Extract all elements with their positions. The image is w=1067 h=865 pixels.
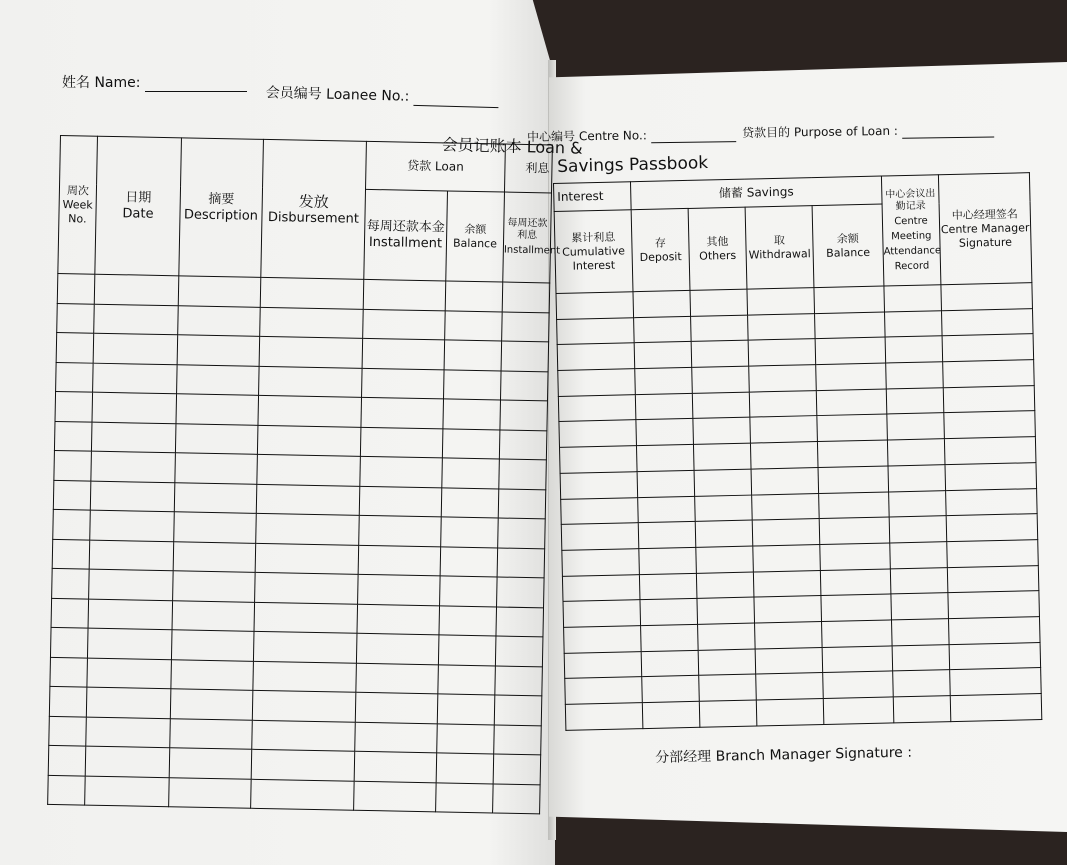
ledger-cell[interactable] bbox=[440, 576, 498, 607]
ledger-cell[interactable] bbox=[91, 451, 176, 482]
ledger-cell[interactable] bbox=[360, 427, 443, 458]
ledger-cell[interactable] bbox=[354, 781, 437, 812]
ledger-cell[interactable] bbox=[54, 421, 92, 451]
col-disbursement: 发放 Disbursement bbox=[261, 139, 367, 279]
ledger-cell[interactable] bbox=[639, 547, 697, 574]
ledger-cell[interactable] bbox=[816, 389, 887, 416]
name-field[interactable] bbox=[62, 72, 247, 92]
loanee-line[interactable] bbox=[414, 91, 499, 108]
ledger-cell[interactable] bbox=[890, 542, 948, 569]
ledger-cell[interactable] bbox=[437, 723, 495, 754]
ledger-cell[interactable] bbox=[86, 717, 171, 748]
purpose-label: 贷款目的 Purpose of Loan : bbox=[742, 123, 899, 140]
ledger-cell[interactable] bbox=[948, 591, 1040, 619]
ledger-cell[interactable] bbox=[698, 649, 756, 676]
ledger-cell[interactable] bbox=[174, 512, 257, 543]
ledger-cell[interactable] bbox=[442, 458, 500, 489]
ledger-cell[interactable] bbox=[497, 547, 545, 577]
ledger-cell[interactable] bbox=[92, 392, 177, 423]
centre-line[interactable] bbox=[651, 129, 736, 143]
purpose-field[interactable] bbox=[742, 120, 994, 141]
ledger-cell[interactable] bbox=[357, 604, 440, 635]
ledger-cell[interactable] bbox=[633, 290, 691, 317]
ledger-cell[interactable] bbox=[253, 631, 357, 662]
ledger-cell[interactable] bbox=[889, 490, 947, 517]
ledger-cell[interactable] bbox=[885, 336, 943, 363]
col-attendance: 中心会议出勤记录 Centre Meeting Attendance Record bbox=[881, 175, 940, 286]
col-date: 日期 Date bbox=[95, 136, 182, 276]
col-manager-signature: 中心经理签名 Centre Manager Signature bbox=[938, 173, 1031, 285]
ledger-cell[interactable] bbox=[636, 419, 694, 446]
ledger-cell[interactable] bbox=[252, 690, 356, 721]
ledger-cell[interactable] bbox=[360, 456, 443, 487]
ledger-cell[interactable] bbox=[436, 782, 494, 813]
ledger-cell[interactable] bbox=[251, 749, 355, 780]
ledger-cell[interactable] bbox=[502, 282, 550, 312]
ledger-cell[interactable] bbox=[752, 493, 820, 520]
ledger-cell[interactable] bbox=[640, 599, 698, 626]
ledger-cell[interactable] bbox=[756, 699, 824, 726]
ledger-cell[interactable] bbox=[886, 387, 944, 414]
ledger-cell[interactable] bbox=[817, 440, 888, 467]
ledger-cell[interactable] bbox=[884, 285, 942, 312]
ledger-cell[interactable] bbox=[498, 488, 546, 518]
ledger-cell[interactable] bbox=[362, 338, 445, 369]
ledger-cell[interactable] bbox=[90, 481, 175, 512]
ledger-cell[interactable] bbox=[90, 510, 175, 541]
savings-group-header: 储蓄 Savings bbox=[630, 176, 882, 210]
ledger-cell[interactable] bbox=[941, 283, 1033, 311]
loanee-label: 会员编号 Loanee No.: bbox=[265, 84, 410, 105]
col-deposit: 存 Deposit bbox=[631, 208, 690, 291]
ledger-cell[interactable] bbox=[753, 570, 821, 597]
ledger-cell[interactable] bbox=[695, 520, 753, 547]
name-line[interactable] bbox=[145, 77, 247, 92]
ledger-cell[interactable] bbox=[892, 619, 950, 646]
ledger-cell[interactable] bbox=[562, 574, 640, 601]
ledger-cell[interactable] bbox=[171, 630, 254, 661]
ledger-cell[interactable] bbox=[438, 635, 496, 666]
ledger-cell[interactable] bbox=[356, 663, 439, 694]
ledger-cell[interactable] bbox=[495, 665, 543, 695]
ledger-cell[interactable] bbox=[173, 571, 256, 602]
ledger-cell[interactable] bbox=[169, 777, 252, 808]
ledger-cell[interactable] bbox=[754, 596, 822, 623]
ledger-cell[interactable] bbox=[170, 718, 253, 749]
ledger-cell[interactable] bbox=[641, 650, 699, 677]
ledger-cell[interactable] bbox=[355, 692, 438, 723]
ledger-cell[interactable] bbox=[256, 484, 360, 515]
col-description: 摘要 Description bbox=[179, 138, 264, 278]
ledger-cell[interactable] bbox=[175, 423, 258, 454]
ledger-cell[interactable] bbox=[557, 343, 635, 370]
ledger-cell[interactable] bbox=[500, 400, 548, 430]
ledger-cell[interactable] bbox=[634, 316, 692, 343]
ledger-cell[interactable] bbox=[436, 753, 494, 784]
ledger-cell[interactable] bbox=[169, 748, 252, 779]
ledger-cell[interactable] bbox=[891, 593, 949, 620]
ledger-cell[interactable] bbox=[887, 413, 945, 440]
ledger-cell[interactable] bbox=[358, 545, 441, 576]
savings-ledger-table bbox=[553, 172, 1042, 730]
ledger-cell[interactable] bbox=[498, 518, 546, 548]
ledger-cell[interactable] bbox=[696, 546, 754, 573]
ledger-cell[interactable] bbox=[565, 677, 643, 704]
ledger-cell[interactable] bbox=[54, 450, 92, 480]
ledger-cell[interactable] bbox=[89, 540, 174, 571]
ledger-cell[interactable] bbox=[747, 288, 815, 315]
col-week: 周次 Week No. bbox=[58, 136, 98, 275]
ledger-cell[interactable] bbox=[947, 539, 1039, 567]
ledger-cell[interactable] bbox=[441, 487, 499, 518]
ledger-cell[interactable] bbox=[359, 486, 442, 517]
ledger-cell[interactable] bbox=[50, 657, 88, 687]
ledger-cell[interactable] bbox=[560, 471, 638, 498]
ledger-cell[interactable] bbox=[52, 539, 90, 569]
ledger-cell[interactable] bbox=[816, 363, 887, 390]
ledger-cell[interactable] bbox=[752, 519, 820, 546]
ledger-cell[interactable] bbox=[256, 513, 360, 544]
ledger-cell[interactable] bbox=[823, 697, 894, 724]
ledger-cell[interactable] bbox=[439, 605, 497, 636]
ledger-cell[interactable] bbox=[445, 281, 503, 312]
ledger-cell[interactable] bbox=[178, 276, 261, 307]
ledger-cell[interactable] bbox=[495, 636, 543, 666]
interest-header: Interest bbox=[554, 182, 632, 212]
ledger-cell[interactable] bbox=[822, 646, 893, 673]
ledger-cell[interactable] bbox=[749, 365, 817, 392]
ledger-cell[interactable] bbox=[564, 651, 642, 678]
ledger-cell[interactable] bbox=[942, 308, 1034, 336]
ledger-cell[interactable] bbox=[441, 517, 499, 548]
ledger-cell[interactable] bbox=[442, 428, 500, 459]
ledger-cell[interactable] bbox=[691, 340, 749, 367]
ledger-cell[interactable] bbox=[692, 392, 750, 419]
ledger-cell[interactable] bbox=[496, 606, 544, 636]
ledger-cell[interactable] bbox=[698, 623, 756, 650]
ledger-cell[interactable] bbox=[57, 273, 95, 303]
ledger-cell[interactable] bbox=[437, 694, 495, 725]
interest-group-header: 利息 bbox=[504, 144, 552, 193]
ledger-cell[interactable] bbox=[817, 414, 888, 441]
ledger-cell[interactable] bbox=[93, 363, 178, 394]
ledger-cell[interactable] bbox=[944, 437, 1036, 465]
ledger-cell[interactable] bbox=[260, 277, 364, 308]
ledger-cell[interactable] bbox=[641, 624, 699, 651]
ledger-cell[interactable] bbox=[892, 644, 950, 671]
ledger-cell[interactable] bbox=[85, 776, 170, 807]
ledger-cell[interactable] bbox=[690, 289, 748, 316]
ledger-cell[interactable] bbox=[943, 385, 1035, 413]
name-label: 姓名 Name: bbox=[62, 75, 141, 91]
ledger-cell[interactable] bbox=[255, 543, 359, 574]
ledger-cell[interactable] bbox=[693, 443, 751, 470]
ledger-cell[interactable] bbox=[445, 310, 503, 341]
ledger-cell[interactable] bbox=[363, 279, 446, 310]
ledger-cell[interactable] bbox=[750, 416, 818, 443]
ledger-cell[interactable] bbox=[889, 516, 947, 543]
ledger-cell[interactable] bbox=[354, 751, 437, 782]
ledger-cell[interactable] bbox=[820, 569, 891, 596]
ledger-cell[interactable] bbox=[93, 333, 178, 364]
ledger-cell[interactable] bbox=[89, 569, 174, 600]
loan-ledger-table bbox=[47, 135, 561, 814]
ledger-cell[interactable] bbox=[493, 783, 541, 813]
ledger-cell[interactable] bbox=[823, 671, 894, 698]
ledger-cell[interactable] bbox=[755, 647, 823, 674]
ledger-cell[interactable] bbox=[497, 577, 545, 607]
ledger-cell[interactable] bbox=[636, 445, 694, 472]
ledger-cell[interactable] bbox=[253, 661, 357, 692]
col-loan-balance: 余额 Balance bbox=[446, 191, 505, 282]
ledger-cell[interactable] bbox=[56, 362, 94, 392]
ledger-cell[interactable] bbox=[949, 642, 1041, 670]
loan-group-header: 贷款 Loan bbox=[366, 141, 506, 192]
ledger-cell[interactable] bbox=[694, 469, 752, 496]
ledger-cell[interactable] bbox=[564, 626, 642, 653]
col-withdrawal: 取 Withdrawal bbox=[745, 206, 814, 289]
ledger-cell[interactable] bbox=[642, 701, 700, 728]
ledger-cell[interactable] bbox=[51, 598, 89, 628]
ledger-cell[interactable] bbox=[635, 367, 693, 394]
ledger-cell[interactable] bbox=[493, 754, 541, 784]
ledger-cell[interactable] bbox=[944, 411, 1036, 439]
ledger-cell[interactable] bbox=[560, 446, 638, 473]
ledger-cell[interactable] bbox=[634, 342, 692, 369]
ledger-cell[interactable] bbox=[751, 467, 819, 494]
ledger-cell[interactable] bbox=[890, 567, 948, 594]
ledger-cell[interactable] bbox=[556, 292, 634, 319]
ledger-cell[interactable] bbox=[639, 573, 697, 600]
ledger-cell[interactable] bbox=[174, 482, 257, 513]
ledger-cell[interactable] bbox=[887, 439, 945, 466]
ledger-cell[interactable] bbox=[363, 309, 446, 340]
ledger-cell[interactable] bbox=[642, 676, 700, 703]
ledger-cell[interactable] bbox=[819, 517, 890, 544]
ledger-cell[interactable] bbox=[893, 670, 951, 697]
ledger-cell[interactable] bbox=[691, 315, 749, 342]
ledger-cell[interactable] bbox=[52, 568, 90, 598]
ledger-cell[interactable] bbox=[55, 391, 93, 421]
ledger-cell[interactable] bbox=[502, 312, 550, 342]
ledger-cell[interactable] bbox=[438, 664, 496, 695]
ledger-cell[interactable] bbox=[748, 339, 816, 366]
ledger-cell[interactable] bbox=[254, 602, 358, 633]
ledger-cell[interactable] bbox=[562, 549, 640, 576]
ledger-cell[interactable] bbox=[443, 399, 501, 430]
ledger-cell[interactable] bbox=[49, 686, 87, 716]
ledger-cell[interactable] bbox=[178, 305, 261, 336]
ledger-cell[interactable] bbox=[175, 453, 258, 484]
ledger-cell[interactable] bbox=[173, 541, 256, 572]
ledger-cell[interactable] bbox=[822, 620, 893, 647]
ledger-cell[interactable] bbox=[753, 544, 821, 571]
ledger-cell[interactable] bbox=[558, 394, 636, 421]
col-cumulative-interest: 累计利息 Cumulative Interest bbox=[554, 210, 633, 294]
ledger-cell[interactable] bbox=[91, 422, 176, 453]
ledger-cell[interactable] bbox=[942, 334, 1034, 362]
ledger-cell[interactable] bbox=[888, 464, 946, 491]
ledger-cell[interactable] bbox=[444, 369, 502, 400]
ledger-cell[interactable] bbox=[86, 687, 171, 718]
ledger-cell[interactable] bbox=[561, 523, 639, 550]
ledger-cell[interactable] bbox=[259, 366, 363, 397]
branch-signature-label: 分部经理 Branch Manager Signature : bbox=[655, 744, 913, 766]
ledger-cell[interactable] bbox=[356, 633, 439, 664]
col-installment: 每周还款本金 Installment bbox=[364, 189, 448, 281]
ledger-cell[interactable] bbox=[558, 369, 636, 396]
ledger-cell[interactable] bbox=[260, 307, 364, 338]
ledger-cell[interactable] bbox=[755, 621, 823, 648]
ledger-cell[interactable] bbox=[947, 565, 1039, 593]
ledger-cell[interactable] bbox=[57, 303, 95, 333]
passbook-title-right: Savings Passbook bbox=[557, 153, 709, 177]
ledger-cell[interactable] bbox=[638, 522, 696, 549]
col-savings-balance: 余额 Balance bbox=[812, 204, 884, 288]
ledger-cell[interactable] bbox=[87, 628, 172, 659]
ledger-cell[interactable] bbox=[749, 390, 817, 417]
ledger-cell[interactable] bbox=[444, 340, 502, 371]
ledger-cell[interactable] bbox=[355, 722, 438, 753]
ledger-cell[interactable] bbox=[252, 720, 356, 751]
ledger-cell[interactable] bbox=[699, 674, 757, 701]
ledger-cell[interactable] bbox=[48, 745, 86, 775]
ledger-cell[interactable] bbox=[50, 627, 88, 657]
ledger-cell[interactable] bbox=[946, 514, 1038, 542]
ledger-cell[interactable] bbox=[257, 454, 361, 485]
ledger-cell[interactable] bbox=[820, 543, 891, 570]
ledger-cell[interactable] bbox=[56, 332, 94, 362]
ledger-cell[interactable] bbox=[557, 317, 635, 344]
ledger-cell[interactable] bbox=[85, 746, 170, 777]
ledger-cell[interactable] bbox=[886, 362, 944, 389]
ledger-cell[interactable] bbox=[53, 509, 91, 539]
ledger-cell[interactable] bbox=[499, 429, 547, 459]
ledger-cell[interactable] bbox=[177, 364, 260, 395]
centre-label: 中心编号 Centre No.: bbox=[527, 128, 647, 144]
ledger-cell[interactable] bbox=[500, 371, 548, 401]
ledger-cell[interactable] bbox=[94, 304, 179, 335]
ledger-cell[interactable] bbox=[87, 658, 172, 689]
ledger-cell[interactable] bbox=[815, 312, 886, 339]
ledger-cell[interactable] bbox=[561, 497, 639, 524]
ledger-cell[interactable] bbox=[815, 337, 886, 364]
ledger-cell[interactable] bbox=[499, 459, 547, 489]
ledger-cell[interactable] bbox=[756, 673, 824, 700]
ledger-cell[interactable] bbox=[946, 488, 1038, 516]
ledger-cell[interactable] bbox=[748, 313, 816, 340]
ledger-cell[interactable] bbox=[637, 470, 695, 497]
ledger-cell[interactable] bbox=[257, 425, 361, 456]
ledger-cell[interactable] bbox=[563, 600, 641, 627]
ledger-cell[interactable] bbox=[176, 394, 259, 425]
ledger-cell[interactable] bbox=[171, 659, 254, 690]
ledger-cell[interactable] bbox=[501, 341, 549, 371]
ledger-cell[interactable] bbox=[750, 442, 818, 469]
ledger-cell[interactable] bbox=[49, 716, 87, 746]
ledger-cell[interactable] bbox=[259, 336, 363, 367]
ledger-cell[interactable] bbox=[638, 496, 696, 523]
col-others: 其他 Others bbox=[688, 207, 747, 290]
ledger-cell[interactable] bbox=[945, 462, 1037, 490]
ledger-cell[interactable] bbox=[359, 515, 442, 546]
ledger-cell[interactable] bbox=[692, 366, 750, 393]
ledger-cell[interactable] bbox=[258, 395, 362, 426]
ledger-cell[interactable] bbox=[559, 420, 637, 447]
ledger-cell[interactable] bbox=[361, 397, 444, 428]
ledger-cell[interactable] bbox=[943, 360, 1035, 388]
ledger-cell[interactable] bbox=[494, 695, 542, 725]
ledger-cell[interactable] bbox=[251, 779, 355, 810]
ledger-cell[interactable] bbox=[94, 274, 179, 305]
ledger-cell[interactable] bbox=[358, 574, 441, 605]
ledger-cell[interactable] bbox=[494, 724, 542, 754]
ledger-cell[interactable] bbox=[440, 546, 498, 577]
ledger-cell[interactable] bbox=[821, 594, 892, 621]
purpose-line[interactable] bbox=[902, 124, 994, 138]
ledger-cell[interactable] bbox=[948, 617, 1040, 645]
ledger-cell[interactable] bbox=[814, 286, 885, 313]
ledger-cell[interactable] bbox=[565, 703, 643, 730]
passbook-title-left: 会员记账本 Loan & bbox=[441, 134, 583, 158]
ledger-cell[interactable] bbox=[177, 335, 260, 366]
ledger-cell[interactable] bbox=[697, 597, 755, 624]
ledger-cell[interactable] bbox=[950, 694, 1042, 722]
ledger-cell[interactable] bbox=[362, 368, 445, 399]
ledger-cell[interactable] bbox=[818, 466, 889, 493]
ledger-cell[interactable] bbox=[695, 495, 753, 522]
ledger-cell[interactable] bbox=[696, 572, 754, 599]
ledger-cell[interactable] bbox=[893, 696, 951, 723]
ledger-cell[interactable] bbox=[48, 775, 86, 805]
ledger-cell[interactable] bbox=[693, 418, 751, 445]
ledger-cell[interactable] bbox=[172, 600, 255, 631]
centre-field[interactable] bbox=[527, 125, 736, 145]
ledger-cell[interactable] bbox=[819, 491, 890, 518]
ledger-cell[interactable] bbox=[635, 393, 693, 420]
col-interest-installment: 每周还款利息 Installment bbox=[503, 192, 552, 283]
ledger-cell[interactable] bbox=[53, 480, 91, 510]
ledger-cell[interactable] bbox=[699, 700, 757, 727]
ledger-cell[interactable] bbox=[255, 572, 359, 603]
ledger-cell[interactable] bbox=[170, 689, 253, 720]
ledger-cell[interactable] bbox=[950, 668, 1042, 696]
ledger-cell[interactable] bbox=[88, 599, 173, 630]
ledger-cell[interactable] bbox=[885, 310, 943, 337]
